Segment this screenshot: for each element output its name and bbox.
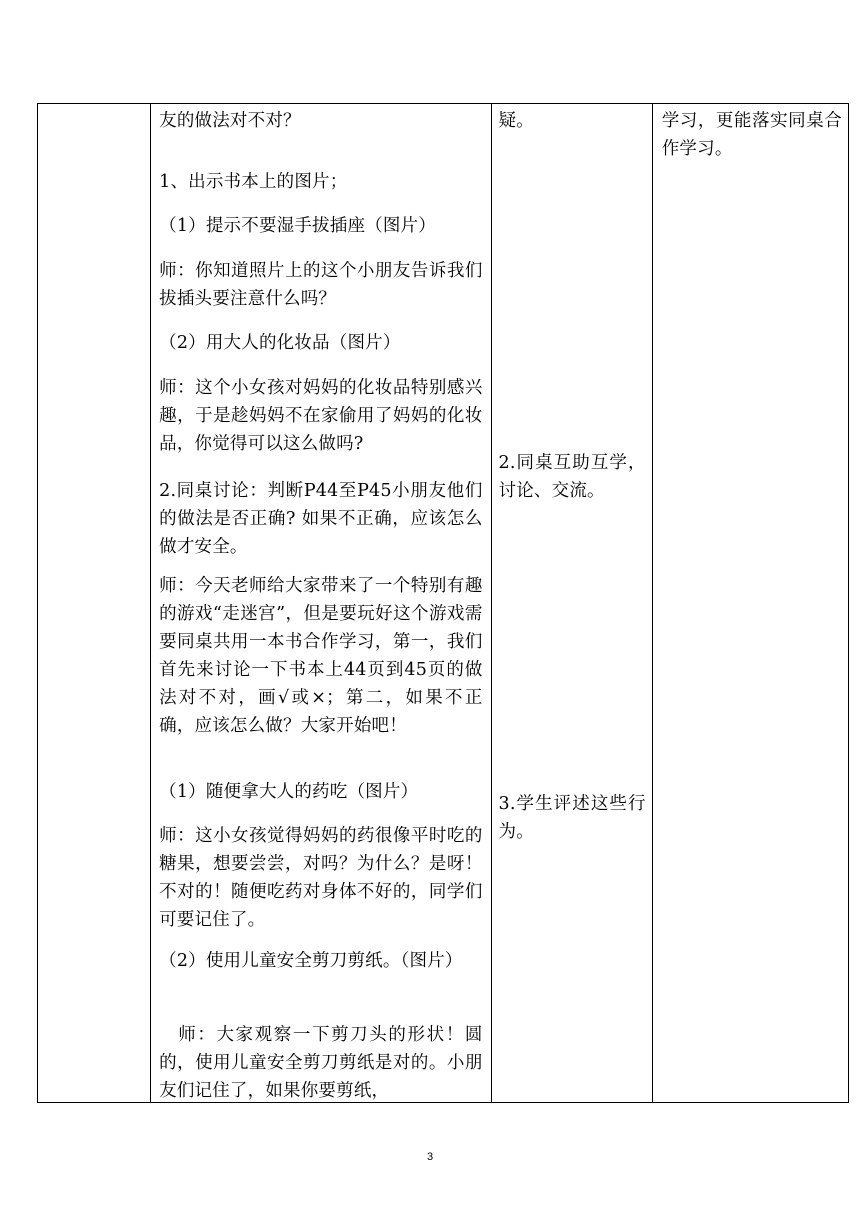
intent-paragraph: 学习，更能落实同桌合作学习。 xyxy=(661,111,842,159)
process-paragraph: 师：这小女孩觉得妈妈的药很像平时吃的糖果，想要尝尝，对吗？为什么？是呀！不对的！随便吃药对身体不好的，同学们可要记住了。 xyxy=(159,826,483,930)
process-paragraph: （1）提示不要湿手拔插座（图片） xyxy=(159,216,436,236)
process-paragraph: 2.同桌讨论：判断P44至P45小朋友他们的做法是否正确? 如果不正确，应该怎么做才安全。 xyxy=(159,481,483,557)
process-paragraph: （1）随便拿大人的药吃（图片） xyxy=(159,782,419,802)
process-paragraph: 友的做法对不对？ xyxy=(159,111,301,131)
teaching-process-cell xyxy=(151,104,491,1103)
process-paragraph: （2）用大人的化妆品（图片） xyxy=(159,333,401,353)
lesson-plan-table xyxy=(37,103,849,1103)
process-paragraph: 1、出示书本上的图片； xyxy=(159,172,348,192)
process-paragraph: （2）使用儿童安全剪刀剪纸。（图片） xyxy=(159,951,463,971)
activity-paragraph: 疑。 xyxy=(498,111,534,131)
page-number: 3 xyxy=(426,1151,434,1163)
student-activity-cell xyxy=(491,104,652,1103)
activity-paragraph: 3.学生评述这些行为。 xyxy=(498,794,646,842)
activity-paragraph: 2.同桌互助互学，讨论、交流。 xyxy=(498,453,646,501)
process-paragraph: 师：这个小女孩对妈妈的化妆品特别感兴趣，于是趁妈妈不在家偷用了妈妈的化妆品，你觉得可以这么做吗? xyxy=(159,378,483,454)
process-paragraph: 师：大家观察一下剪刀头的形状！圆的，使用儿童安全剪刀剪纸是对的。小朋友们记住了，如果你要剪纸， xyxy=(159,1025,483,1101)
process-paragraph: 师：你知道照片上的这个小朋友告诉我们拔插头要注意什么吗？ xyxy=(159,261,483,309)
design-intent-cell xyxy=(652,104,848,1103)
table-row xyxy=(38,104,849,1103)
process-paragraph: 师：今天老师给大家带来了一个特别有趣的游戏“走迷宫”，但是要玩好这个游戏需要同桌共用一本书合作学习，第一，我们首先来讨论一下书本上44页到45页的做法对不对，画√或×；第二，如果不正确，应该怎么做？大家开始吧！ xyxy=(159,576,483,736)
empty-column-cell xyxy=(38,104,151,1103)
